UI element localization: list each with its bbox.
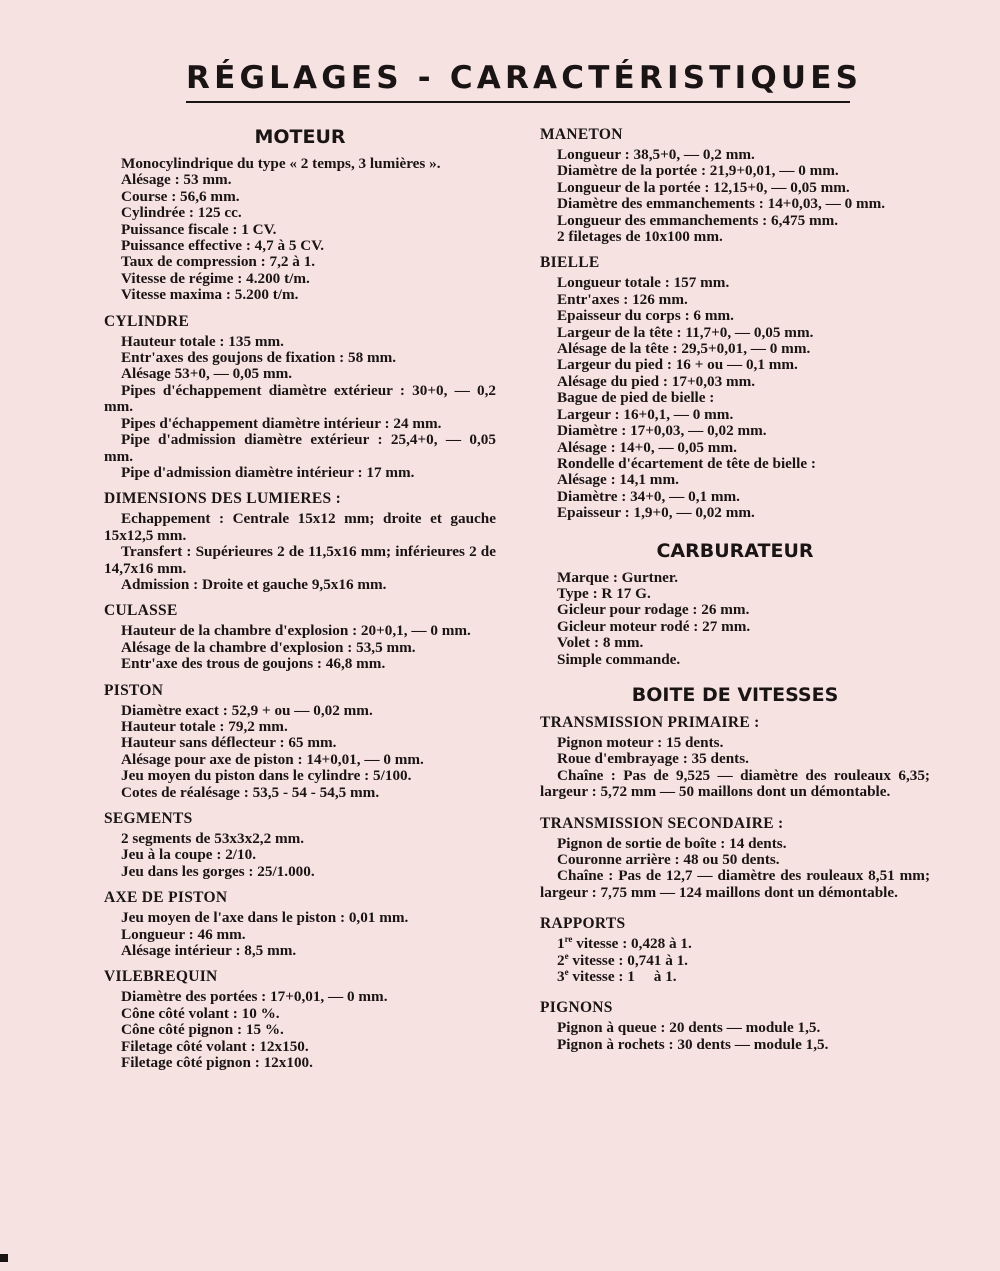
spec-line: Entr'axes : 126 mm. [557, 290, 688, 308]
spec-line: Marque : Gurtner. [557, 568, 679, 586]
spec-line: Longueur des emmanchements : 6,475 mm. [557, 211, 839, 229]
spec-line: Pignon de sortie de boîte : 14 dents. [557, 834, 787, 852]
section-cylindre [104, 313, 496, 482]
ratio-number: 3 [557, 968, 565, 986]
spec-line: Alésage intérieur : 8,5 mm. [121, 942, 297, 960]
section-heading: SEGMENTS [104, 810, 193, 827]
spec-line: Longueur totale : 157 mm. [557, 274, 730, 292]
section-heading: MOTEUR [254, 126, 346, 148]
section-rapports [540, 915, 930, 985]
spec-line: Alésage de la tête : 29,5+0,01, — 0 mm. [557, 340, 811, 358]
spec-line: 2 filetages de 10x100 mm. [557, 228, 723, 246]
spec-line: Filetage côté pignon : 12x100. [121, 1054, 313, 1072]
scan-corner-mark [0, 1254, 8, 1262]
spec-line: Jeu à la coupe : 2/10. [121, 846, 256, 864]
ratio-suffix: re [564, 934, 573, 945]
title-underline [186, 101, 850, 103]
spec-line: Largeur de la tête : 11,7+0, — 0,05 mm. [557, 323, 814, 341]
spec-line: Largeur du pied : 16 + ou — 0,1 mm. [557, 356, 798, 374]
section-heading: VILEBREQUIN [104, 968, 218, 986]
spec-line: Pipes d'échappement diamètre extérieur : 30+0, — 0,2 mm. [104, 381, 496, 416]
section-segments [104, 810, 496, 880]
spec-line: Cotes de réalésage : 53,5 - 54 - 54,5 mm. [121, 783, 380, 801]
section-transmission-secondaire [540, 815, 930, 902]
spec-line: Pignon à queue : 20 dents — module 1,5. [557, 1019, 821, 1037]
spec-line: Couronne arrière : 48 ou 50 dents. [557, 851, 780, 868]
spec-line: Admission : Droite et gauche 9,5x16 mm. [121, 575, 387, 593]
spec-line: Longueur : 38,5+0, — 0,2 mm. [557, 146, 755, 163]
section-culasse [104, 602, 496, 672]
spec-line: Alésage : 14,1 mm. [557, 471, 679, 489]
section-maneton [540, 126, 930, 245]
spec-line: Diamètre des emmanchements : 14+0,03, — 0 mm. [557, 195, 886, 213]
spec-line: Diamètre de la portée : 21,9+0,01, — 0 mm. [557, 162, 839, 180]
spec-line: Hauteur de la chambre d'explosion : 20+0,1, — 0 mm. [121, 622, 471, 640]
ratio-value: : 0,741 à 1. [618, 951, 688, 969]
spec-line: Alésage pour axe de piston : 14+0,01, — 0 mm. [121, 750, 424, 768]
section-heading: DIMENSIONS DES LUMIERES : [104, 490, 342, 508]
section-heading: AXE DE PISTON [104, 889, 228, 907]
ratio-label: vitesse [576, 935, 619, 953]
spec-line: Pipe d'admission diamètre intérieur : 17 mm. [121, 463, 415, 481]
section-heading: PIGNONS [540, 999, 613, 1017]
section-heading-boite-de-vitesses: BOITE DE VITESSES [631, 683, 839, 706]
spec-line: Puissance effective : 4,7 à 5 CV. [121, 237, 325, 255]
spec-line: Cône côté volant : 10 %. [121, 1004, 280, 1022]
spec-line: Pignon moteur : 15 dents. [557, 733, 724, 751]
spec-line: Gicleur pour rodage : 26 mm. [557, 601, 750, 619]
section-heading: TRANSMISSION SECONDAIRE : [540, 814, 784, 832]
spec-line: Cylindrée : 125 cc. [121, 204, 242, 222]
spec-line: Chaîne : Pas de 12,7 — diamètre des rouleaux 8,51 mm; largeur : 7,75 mm — 124 maillons dont un démontable. [540, 867, 930, 901]
ratio-suffix: e [564, 950, 569, 961]
section-heading: MANETON [540, 126, 623, 143]
section-heading: PISTON [104, 681, 164, 699]
spec-line: Diamètre des portées : 17+0,01, — 0 mm. [121, 988, 388, 1006]
section-heading: BIELLE [540, 254, 600, 272]
spec-line: Echappement : Centrale 15x12 mm; droite et gauche 15x12,5 mm. [104, 510, 496, 544]
section-pignons [540, 999, 930, 1053]
ratio-value: : 1 à 1. [618, 968, 677, 986]
spec-line: Diamètre exact : 52,9 + ou — 0,02 mm. [121, 701, 373, 719]
spec-line: Diamètre : 34+0, — 0,1 mm. [557, 487, 740, 505]
ratio-number: 1 [557, 935, 565, 953]
spec-line: Hauteur totale : 135 mm. [121, 332, 284, 350]
spec-line: Longueur : 46 mm. [121, 925, 246, 943]
section-carburateur [540, 540, 930, 668]
spec-line: Longueur de la portée : 12,15+0, — 0,05 mm. [557, 178, 850, 196]
spec-line: Jeu moyen de l'axe dans le piston : 0,01 mm. [121, 909, 409, 927]
spec-line: Vitesse de régime : 4.200 t/m. [121, 269, 310, 287]
section-heading: TRANSMISSION PRIMAIRE : [540, 713, 760, 731]
spec-line: Bague de pied de bielle : [557, 389, 715, 407]
spec-line: Alésage : 53 mm. [121, 171, 232, 189]
spec-line: Largeur : 16+0,1, — 0 mm. [557, 405, 734, 423]
spec-line: Roue d'embrayage : 35 dents. [557, 750, 749, 768]
spec-line: Pipes d'échappement diamètre intérieur : 24 mm. [121, 414, 442, 432]
spec-line: Taux de compression : 7,2 à 1. [121, 253, 316, 271]
spec-line: Epaisseur : 1,9+0, — 0,02 mm. [557, 504, 755, 522]
right-column [540, 126, 930, 1062]
spec-line: Jeu moyen du piston dans le cylindre : 5/100. [121, 767, 412, 785]
ratio-suffix: e [564, 966, 569, 977]
spec-line: 2 segments de 53x3x2,2 mm. [121, 830, 305, 847]
spec-line: Filetage côté volant : 12x150. [121, 1037, 309, 1055]
spec-line: Alésage 53+0, — 0,05 mm. [121, 365, 293, 383]
spec-line: Rondelle d'écartement de tête de bielle : [557, 454, 816, 472]
left-column [104, 126, 496, 1080]
section-axe-de-piston [104, 889, 496, 959]
ratio-number: 2 [557, 951, 565, 969]
section-heading: CYLINDRE [104, 312, 190, 330]
ratio-line [540, 966, 930, 986]
spec-line: Pignon à rochets : 30 dents — module 1,5. [557, 1035, 829, 1053]
spec-line: Course : 56,6 mm. [121, 187, 240, 205]
spec-line: Alésage du pied : 17+0,03 mm. [557, 372, 756, 390]
section-moteur [104, 126, 496, 304]
spec-line: Entr'axes des goujons de fixation : 58 mm. [121, 349, 397, 367]
section-heading: RAPPORTS [540, 915, 626, 933]
spec-line: Cône côté pignon : 15 %. [121, 1021, 284, 1039]
section-heading: CARBURATEUR [656, 539, 814, 562]
section-heading: CULASSE [104, 602, 178, 620]
ratio-label: vitesse [572, 951, 615, 969]
ratio-line [540, 950, 930, 969]
spec-line: Gicleur moteur rodé : 27 mm. [557, 617, 751, 635]
ratio-line [540, 936, 930, 952]
section-lumieres [104, 490, 496, 593]
spec-line: Simple commande. [557, 650, 681, 668]
spec-line: Puissance fiscale : 1 CV. [121, 220, 277, 238]
spec-line: Diamètre : 17+0,03, — 0,02 mm. [557, 422, 767, 440]
ratio-value: : 0,428 à 1. [622, 935, 692, 953]
spec-line: Jeu dans les gorges : 25/1.000. [121, 862, 315, 880]
spec-line: Vitesse maxima : 5.200 t/m. [121, 286, 299, 304]
section-bielle [540, 254, 930, 521]
spec-line: Hauteur totale : 79,2 mm. [121, 717, 288, 735]
section-vilebrequin [104, 968, 496, 1071]
spec-line: Entr'axe des trous de goujons : 46,8 mm. [121, 655, 386, 673]
section-piston [104, 682, 496, 801]
spec-line: Chaîne : Pas de 9,525 — diamètre des rouleaux 6,35; largeur : 5,72 mm — 50 maillons dont un démontable. [540, 766, 930, 801]
ratio-label: vitesse [572, 968, 615, 986]
spec-line: Alésage : 14+0, — 0,05 mm. [557, 438, 737, 456]
spec-line: Monocylindrique du type « 2 temps, 3 lumières ». [121, 155, 441, 172]
spec-line: Hauteur sans déflecteur : 65 mm. [121, 734, 337, 752]
page-title: RÉGLAGES - CARACTÉRISTIQUES [186, 60, 863, 96]
spec-line: Alésage de la chambre d'explosion : 53,5 mm. [121, 638, 416, 656]
spec-line: Epaisseur du corps : 6 mm. [557, 307, 734, 325]
spec-line: Transfert : Supérieures 2 de 11,5x16 mm; inférieures 2 de 14,7x16 mm. [104, 543, 496, 577]
spec-line: Type : R 17 G. [557, 584, 651, 602]
spec-line: Pipe d'admission diamètre extérieur : 25,4+0, — 0,05 mm. [104, 431, 496, 465]
spec-line: Volet : 8 mm. [557, 634, 644, 652]
section-transmission-primaire [540, 714, 930, 801]
